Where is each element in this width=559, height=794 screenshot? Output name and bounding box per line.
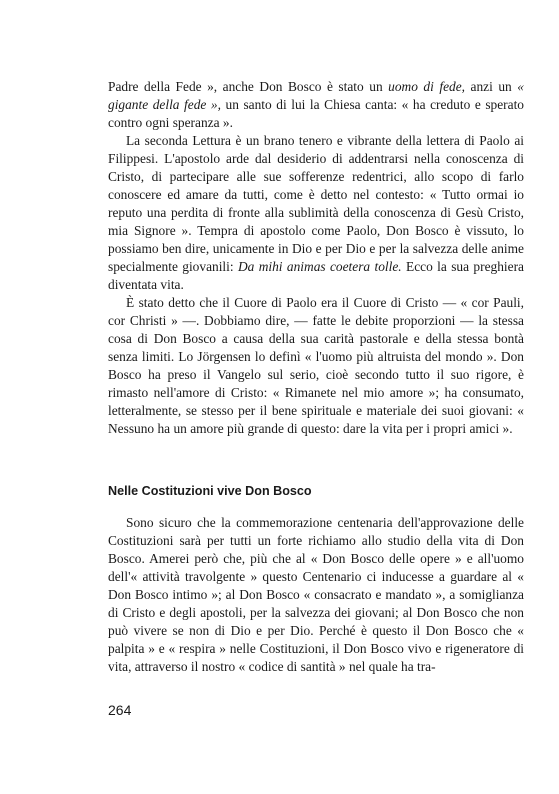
text-run: La seconda Lettura è un brano tenero e vibrante della lettera di Paolo ai Filippesi. L'apostolo arde dal desiderio di addentrarsi nella conoscenza di Cristo, di partecipare alle sue sofferenze redentrici, allo scopo di farlo conoscere ed amare da tutti, come è detto nel contesto: « Tutto ormai io reputo una perdita di fronte alla sublimità della conoscenza di Gesù Cristo, mia Signore ». Tempra di apostolo come Paolo, Don Bosco è vissuto, lo possiamo ben dire, unicamente in Dio e per Dio e per la salvezza delle anime specialmente giovanili: <box>108 133 524 274</box>
text-run: un santo di lui la Chiesa canta: « ha creduto e sperato contro ogni speranza ». <box>108 97 524 130</box>
paragraph-2 <box>108 132 524 294</box>
page-number: 264 <box>108 702 132 718</box>
text-run: anzi un <box>465 79 518 94</box>
italic-run: uomo di fede, <box>388 79 466 94</box>
paragraph-3: È stato detto che il Cuore di Paolo era il Cuore di Cristo — « cor Pauli, cor Christi » —. Dobbiamo dire, — fatte le debite proporzioni — la stessa cosa di Don Bosco a causa della sua carità pastorale e della stessa bontà senza limiti. Lo Jörgensen lo definì « l'uomo più altruista del mondo ». Don Bosco ha preso il Vangelo sul serio, cioè secondo tutto il suo rigore, è rimasto nell'amore di Cristo: « Rimanete nel mio amore »; ha consumato, letteralmente, se stesso per il bene spirituale e materiale dei suoi giovani: « Nessuno ha un amore più grande di questo: dare la vita per i propri amici ». <box>108 295 524 436</box>
text-run: Ecco la sua preghiera diventata vita. <box>108 259 524 292</box>
italic-run: Da mihi animas coetera tolle. <box>237 259 402 274</box>
section-heading: Nelle Costituzioni vive Don Bosco <box>108 484 312 498</box>
paragraph-4: Sono sicuro che la commemorazione centenaria dell'approvazione delle Costituzioni sarà per tutti un forte richiamo allo studio della vita di Don Bosco. Amerei però che, più che al « Don Bosco delle opere » e all'uomo dell'« attività travolgente » questo Centenario ci inducesse a guardare al « Don Bosco intimo »; al Don Bosco « consacrato e mandato », a somiglianza di Cristo e degli apostoli, per la salvezza dei giovani; al Don Bosco che non può vivere se non di Dio e per Dio. Perché è questo il Don Bosco che « palpita » e « respira » nelle Costituzioni, il Don Bosco vivo e rigeneratore di vita, attraverso il nostro « codice di santità » nel quale ha tra- <box>108 515 524 674</box>
section-2-text <box>108 514 524 676</box>
section-1-text <box>108 78 524 438</box>
paragraph-1 <box>108 78 524 132</box>
italic-run: « gigante della fede », <box>108 79 524 112</box>
text-run: Padre della Fede », anche Don Bosco è stato un <box>108 79 389 94</box>
